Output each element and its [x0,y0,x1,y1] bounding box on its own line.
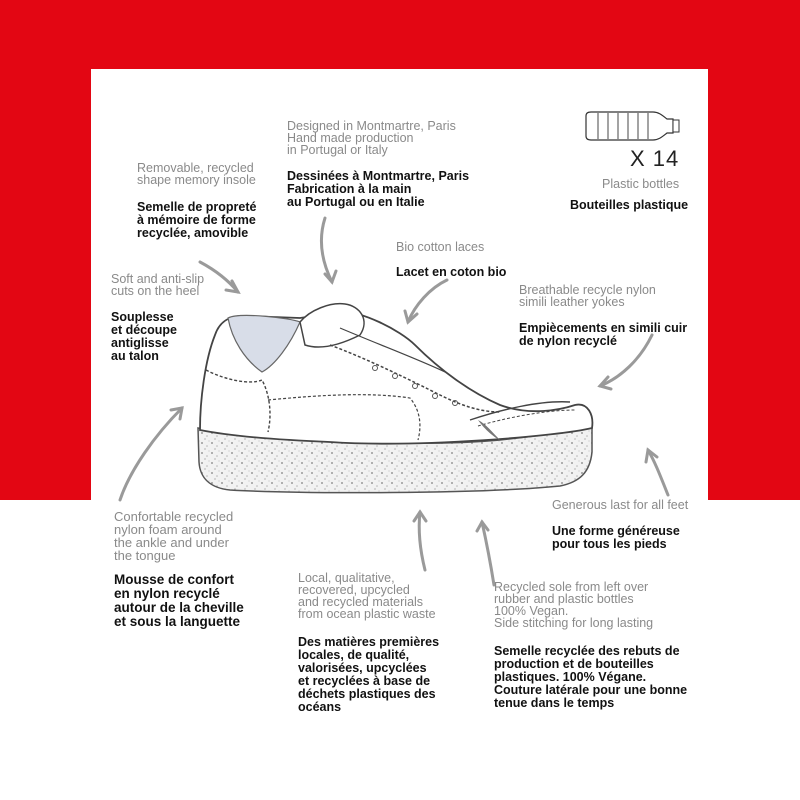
materials-text-en: Local, qualitative, recovered, upcycled and recycled materials from ocean plastic waste [298,571,436,621]
last-text-fr: Une forme généreuse pour tous les pieds [552,524,680,551]
bottle-label-fr: Bouteilles plastique [570,198,689,212]
insole-text-en: Removable, recycled shape memory insole [137,161,256,187]
materials-text-fr: Des matières premières locales, de qualité, valorisées, upcyclées et recyclées à base de déchets plastiques des océans [298,635,440,714]
arrow-design [321,218,332,282]
sole-text-fr: Semelle recyclée des rebuts de production et de bouteilles plastiques. 100% Végane. Couture latérale pour une bonne tenue dans le temps [494,644,688,710]
heel-text-en: Soft and anti-slip cuts on the heel [111,272,205,298]
arrow-insole [200,262,238,292]
yokes-text-fr: Empiècements en simili cuir de nylon recyclé [519,321,688,348]
heel-text-fr: Souplesse et découpe antiglisse au talon [111,310,177,363]
last-text-en: Generous last for all feet [552,498,689,512]
arrow-heel [120,408,182,500]
foam-text-fr: Mousse de confort en nylon recyclé autour de la cheville et sous la languette [114,572,244,629]
insole-text-fr: Semelle de propreté à mémoire de forme recyclée, amovible [137,200,257,240]
design-text-fr: Dessinées à Montmartre, Paris Fabrication à la main au Portugal ou en Italie [287,169,470,209]
yokes-text-en: Breathable recycle nylon simili leather yokes [519,283,656,309]
plastic-bottle-icon [583,110,683,142]
bottle-count: X 14 [630,146,680,171]
laces-text-en: Bio cotton laces [396,240,485,254]
bottle-label-en: Plastic bottles [602,177,680,191]
sole-text-en: Recycled sole from left over rubber and plastic bottles 100% Vegan. Side stitching for long lasting [494,580,654,630]
design-text-en: Designed in Montmartre, Paris Hand made production in Portugal or Italy [287,119,456,157]
laces-text-fr: Lacet en coton bio [396,265,507,279]
foam-text-en: Confortable recycled nylon foam around the ankle and under the tongue [114,509,234,563]
